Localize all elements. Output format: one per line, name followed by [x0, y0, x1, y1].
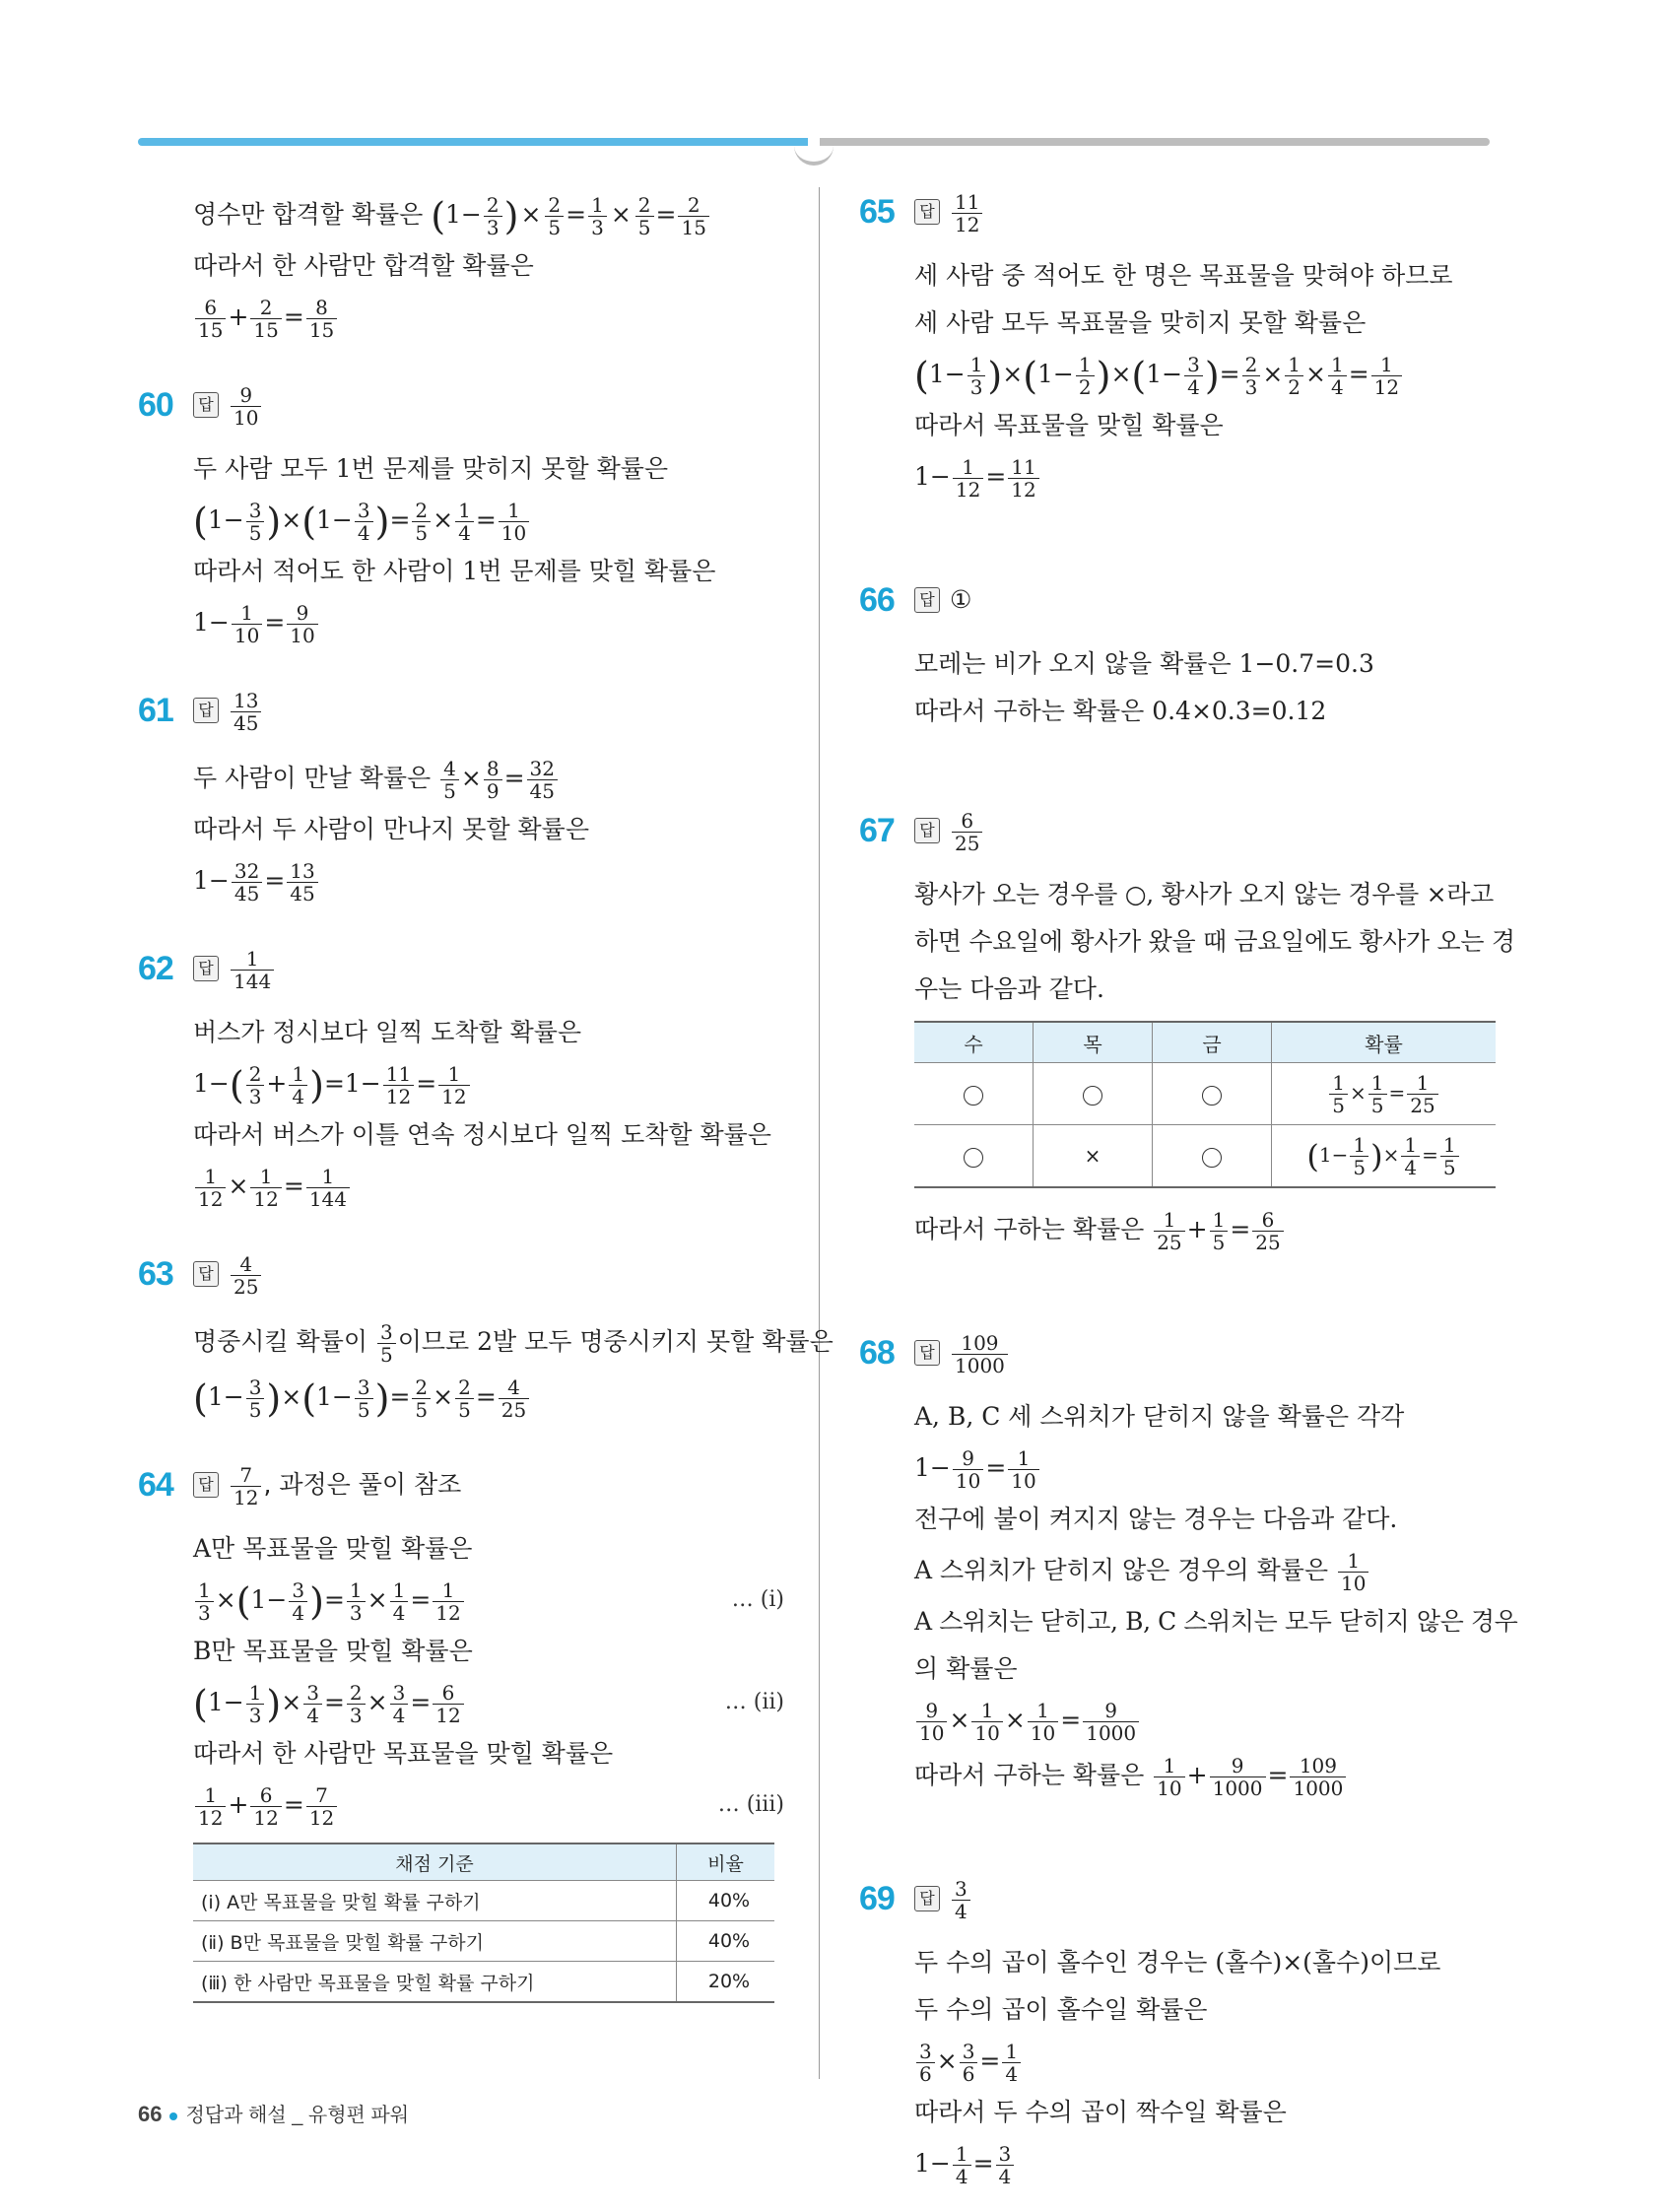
- p68-line-7: $\frac{9}{10}$ × $\frac{1}{10}$ × $\frac{1}{10}$ = $\frac{9}{1000}$: [914, 1693, 1496, 1748]
- problem-number: 67: [859, 812, 895, 849]
- answer-value: $\frac{109}{1000}$: [950, 1332, 1010, 1376]
- answer-value: $\frac{1}{144}$: [229, 948, 276, 992]
- p63-line-1: 명중시킬 확률이 $\frac{3}{5}$ 이므로 2발 모두 명중시키지 못할 확률은: [193, 1320, 834, 1367]
- p66-line-2: 따라서 구하는 확률은 0.4×0.3=0.12: [914, 697, 1327, 725]
- answer-badge: 답: [193, 1472, 219, 1498]
- p67-line-2: 하면 수요일에 황사가 왔을 때 금요일에도 황사가 오는 경: [914, 927, 1515, 956]
- circle-mark: [1202, 1086, 1222, 1106]
- p68-line-6: 의 확률은: [914, 1654, 1018, 1683]
- problem-number: 66: [859, 581, 895, 619]
- p63-line-2: (1− $\frac{3}{5}$ )×(1− $\frac{3}{5}$ )= $\frac{2}{5}$ × $\frac{2}{5}$ = $\frac{4}{25}$: [193, 1370, 784, 1425]
- answer-badge: 답: [914, 199, 940, 225]
- answer-badge: 답: [193, 956, 219, 981]
- cont-line-3: $\frac{6}{15}$ + $\frac{2}{15}$ = $\frac{8}{15}$: [193, 290, 784, 345]
- p60-line-1: 두 사람 모두 1번 문제를 맞히지 못할 확률은: [193, 454, 669, 483]
- table-header: 비율: [677, 1843, 775, 1881]
- problem-number: 63: [138, 1255, 173, 1293]
- step-marker: … (ⅲ): [717, 1792, 784, 1817]
- problem-68-header: [859, 1328, 1496, 1393]
- p68-line-8: 따라서 구하는 확률은 $\frac{1}{10}$ + $\frac{9}{1000}$ = $\frac{109}{1000}$: [914, 1748, 1496, 1803]
- p69-line-2: 두 수의 곱이 홀수일 확률은: [914, 1995, 1208, 2024]
- answer-value: $\frac{11}{12}$: [950, 191, 984, 235]
- table-header: 목: [1034, 1022, 1153, 1063]
- problem-number: 64: [138, 1466, 173, 1504]
- problem-67-header: [859, 806, 1496, 871]
- p65-line-4: 따라서 목표물을 맞힐 확률은: [914, 411, 1224, 439]
- table-row: (ⅱ) B만 목표물을 맞힐 확률 구하기 40%: [193, 1921, 774, 1962]
- p64-line-5: 따라서 한 사람만 목표물을 맞힐 확률은: [193, 1739, 614, 1768]
- p64-line-4: (1− $\frac{1}{3}$ )× $\frac{3}{4}$ = $\frac{2}{3}$ × $\frac{3}{4}$ = $\frac{6}{12}$ … (ⅱ): [193, 1675, 784, 1730]
- table-header: 금: [1153, 1022, 1272, 1063]
- p64-line-2: $\frac{1}{3}$ ×(1− $\frac{3}{4}$ )= $\frac{1}{3}$ × $\frac{1}{4}$ = $\frac{1}{12}$ … (ⅰ): [193, 1573, 784, 1628]
- p68-line-2: 1− $\frac{9}{10}$ = $\frac{1}{10}$: [914, 1441, 1496, 1496]
- footer-title: 정답과 해설 _ 유형편 파워: [185, 2105, 410, 2126]
- problem-60-header: [138, 380, 784, 445]
- p68-line-1: A, B, C 세 스위치가 닫히지 않을 확률은 각각: [914, 1402, 1405, 1431]
- right-column: [859, 187, 1518, 2191]
- problem-63-header: [138, 1249, 784, 1314]
- problem-number: 69: [859, 1880, 895, 1917]
- p69-line-4: 따라서 두 수의 곱이 짝수일 확률은: [914, 2098, 1287, 2126]
- p65-line-1: 세 사람 중 적어도 한 명은 목표물을 맞혀야 하므로: [914, 261, 1453, 290]
- problem-number: 65: [859, 193, 895, 231]
- fraction: $\frac{1}{3}$: [588, 194, 607, 238]
- p68-line-4: A 스위치가 닫히지 않은 경우의 확률은 $\frac{1}{10}$: [914, 1543, 1496, 1598]
- p66-line-1: 모레는 비가 오지 않을 확률은 1−0.7=0.3: [914, 649, 1374, 678]
- table-header: 확률: [1272, 1022, 1497, 1063]
- problem-64-header: [138, 1460, 784, 1525]
- table-row: $\frac{1}{5}$ × $\frac{1}{5}$ = $\frac{1}{25}$: [914, 1063, 1496, 1125]
- p67-line-1: 황사가 오는 경우를 ○, 황사가 오지 않는 경우를 ×라고: [914, 880, 1494, 908]
- table-row: × (1− $\frac{1}{5}$ )× $\frac{1}{4}$ = $\frac{1}{5}$: [914, 1125, 1496, 1188]
- table-header: 수: [914, 1022, 1034, 1063]
- answer-badge: 답: [914, 818, 940, 843]
- p69-line-1: 두 수의 곱이 홀수인 경우는 (홀수)×(홀수)이므로: [914, 1948, 1441, 1977]
- answer-badge: 답: [193, 392, 219, 418]
- column-divider: [819, 187, 820, 2079]
- answer-badge: 답: [914, 1886, 940, 1911]
- step-marker: … (ⅰ): [731, 1587, 784, 1612]
- p60-line-4: 1− $\frac{1}{10}$ = $\frac{9}{10}$: [193, 595, 784, 650]
- problem-66-header: [859, 575, 1496, 640]
- problem-number: 60: [138, 386, 173, 424]
- problem-number: 62: [138, 950, 173, 987]
- answer-badge: 답: [193, 1261, 219, 1287]
- bullet-dot-icon: [169, 2112, 177, 2120]
- problem-number: 61: [138, 692, 173, 729]
- p67-line-3: 우는 다음과 같다.: [914, 974, 1104, 1003]
- problem-69-header: [859, 1874, 1496, 1939]
- circle-mark: [1083, 1086, 1102, 1106]
- p69-line-5: 1− $\frac{1}{4}$ = $\frac{3}{4}$: [914, 2136, 1496, 2191]
- circle-mark: [964, 1086, 983, 1106]
- text: 영수만 합격할 확률은: [193, 200, 424, 229]
- p69-line-3: $\frac{3}{6}$ × $\frac{3}{6}$ = $\frac{1}{4}$: [914, 2034, 1496, 2089]
- cross-mark: ×: [1034, 1125, 1153, 1188]
- p65-line-3: (1− $\frac{1}{3}$ )×(1− $\frac{1}{2}$ )×(1− $\frac{3}{4}$ )= $\frac{2}{3}$ × $\frac{1}{2}$ × $\frac{1}{4}$ = $\frac{1}{12}$: [914, 347, 1496, 402]
- header-bar-blue: [138, 138, 808, 146]
- problem-61-header: [138, 686, 784, 751]
- answer-value: $\frac{7}{12}$ , 과정은 풀이 참조: [229, 1464, 461, 1508]
- p62-line-2: 1−( $\frac{2}{3}$ + $\frac{1}{4}$ )=1− $\frac{11}{12}$ = $\frac{1}{12}$: [193, 1056, 784, 1111]
- p67-line-4: 따라서 구하는 확률은 $\frac{1}{25}$ + $\frac{1}{5}$ = $\frac{6}{25}$: [914, 1202, 1496, 1257]
- cont-line-2: 따라서 한 사람만 합격할 확률은: [193, 251, 534, 280]
- p65-line-2: 세 사람 모두 목표물을 맞히지 못할 확률은: [914, 308, 1367, 337]
- header-bar-gray: [820, 138, 1490, 146]
- page-footer: [138, 2099, 409, 2127]
- answer-value: ①: [950, 585, 972, 614]
- p68-line-3: 전구에 불이 켜지지 않는 경우는 다음과 같다.: [914, 1505, 1398, 1533]
- table-row: (ⅲ) 한 사람만 목표물을 맞힐 확률 구하기 20%: [193, 1962, 774, 2003]
- scoring-table: [193, 1843, 774, 2003]
- table-row: (ⅰ) A만 목표물을 맞힐 확률 구하기 40%: [193, 1881, 774, 1921]
- answer-value: $\frac{13}{45}$: [229, 690, 263, 734]
- p60-line-2: (1− $\frac{3}{5}$ )×(1− $\frac{3}{4}$ )= $\frac{2}{5}$ × $\frac{1}{4}$ = $\frac{1}{10}$: [193, 493, 784, 548]
- circle-mark: [964, 1148, 983, 1168]
- answer-badge: 답: [914, 1340, 940, 1366]
- p64-line-3: B만 목표물을 맞힐 확률은: [193, 1637, 473, 1665]
- step-marker: … (ⅱ): [724, 1690, 784, 1714]
- fraction: $\frac{2}{15}$: [678, 194, 708, 238]
- cont-line-1: 영수만 합격할 확률은 (1− $\frac{2}{3}$ )× $\frac{2}{5}$ = $\frac{1}{3}$ × $\frac{2}{5}$ = $\frac{2}{15}$: [193, 187, 784, 242]
- p64-line-1: A만 목표물을 맞힐 확률은: [193, 1534, 473, 1563]
- answer-value: $\frac{3}{4}$: [950, 1878, 972, 1922]
- p64-line-6: $\frac{1}{12}$ + $\frac{6}{12}$ = $\frac{7}{12}$ … (ⅲ): [193, 1777, 784, 1833]
- fraction: $\frac{2}{3}$: [484, 194, 502, 238]
- answer-value: $\frac{9}{10}$: [229, 384, 263, 429]
- answer-value: $\frac{4}{25}$: [229, 1253, 263, 1298]
- p61-line-1: 두 사람이 만날 확률은 $\frac{4}{5}$ × $\frac{8}{9}$ = $\frac{32}{45}$: [193, 751, 784, 806]
- answer-badge: 답: [193, 698, 219, 723]
- p61-line-3: 1− $\frac{32}{45}$ = $\frac{13}{45}$: [193, 853, 784, 908]
- problem-62-header: [138, 944, 784, 1009]
- circle-mark: [1202, 1148, 1222, 1168]
- p62-line-1: 버스가 정시보다 일찍 도착할 확률은: [193, 1018, 582, 1046]
- page-number: 66: [138, 2102, 163, 2126]
- p68-line-5: A 스위치는 닫히고, B, C 스위치는 모두 닫히지 않은 경우: [914, 1607, 1518, 1636]
- p65-line-5: 1− $\frac{1}{12}$ = $\frac{11}{12}$: [914, 449, 1496, 504]
- p61-line-2: 따라서 두 사람이 만나지 못할 확률은: [193, 815, 589, 843]
- table-header: 채점 기준: [193, 1843, 677, 1881]
- p62-line-4: $\frac{1}{12}$ × $\frac{1}{12}$ = $\frac{1}{144}$: [193, 1159, 784, 1214]
- answer-value: $\frac{6}{25}$: [950, 810, 984, 854]
- fraction: $\frac{2}{5}$: [635, 194, 654, 238]
- p62-line-3: 따라서 버스가 이틀 연속 정시보다 일찍 도착할 확률은: [193, 1120, 771, 1149]
- p60-line-3: 따라서 적어도 한 사람이 1번 문제를 맞힐 확률은: [193, 557, 716, 585]
- problem-number: 68: [859, 1334, 895, 1372]
- fraction: $\frac{2}{5}$: [545, 194, 564, 238]
- left-column: [138, 187, 834, 2003]
- weather-probability-table: [914, 1021, 1496, 1188]
- answer-badge: 답: [914, 587, 940, 613]
- problem-65-header: [859, 187, 1496, 252]
